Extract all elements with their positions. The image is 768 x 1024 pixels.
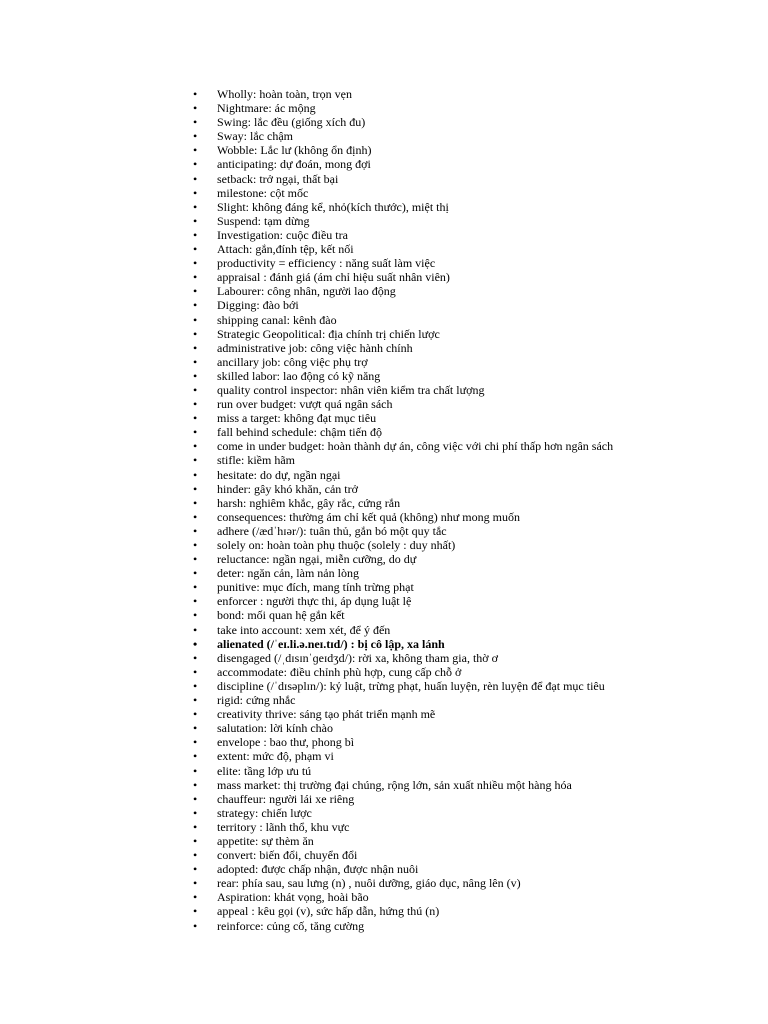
list-item: • chauffeur: người lái xe riêng bbox=[217, 792, 757, 806]
list-item: • solely on: hoàn toàn phụ thuộc (solely : duy nhất) bbox=[217, 538, 757, 552]
list-item: • mass market: thị trường đại chúng, rộng lớn, sản xuất nhiều một hàng hóa bbox=[217, 778, 757, 792]
list-item: • deter: ngăn cản, làm nản lòng bbox=[217, 566, 757, 580]
list-item: • Aspiration: khát vọng, hoài bão bbox=[217, 890, 757, 904]
list-item: • rigid: cứng nhắc bbox=[217, 693, 757, 707]
list-item: • territory : lãnh thổ, khu vực bbox=[217, 820, 757, 834]
list-item: • Wholly: hoàn toàn, trọn vẹn bbox=[217, 87, 757, 101]
list-item: • reluctance: ngần ngại, miễn cưỡng, do dự bbox=[217, 552, 757, 566]
list-item: • take into account: xem xét, để ý đến bbox=[217, 623, 757, 637]
list-item: • run over budget: vượt quá ngân sách bbox=[217, 397, 757, 411]
list-item: • strategy: chiến lược bbox=[217, 806, 757, 820]
list-item: • Investigation: cuộc điều tra bbox=[217, 228, 757, 242]
list-item: • quality control inspector: nhân viên kiểm tra chất lượng bbox=[217, 383, 757, 397]
list-item: • appraisal : đánh giá (ám chỉ hiệu suất nhân viên) bbox=[217, 270, 757, 284]
list-item: • fall behind schedule: chậm tiến độ bbox=[217, 425, 757, 439]
list-item: • come in under budget: hoàn thành dự án, công việc với chi phí thấp hơn ngân sách bbox=[217, 439, 757, 453]
list-item: • Suspend: tạm dừng bbox=[217, 214, 757, 228]
list-item: • Labourer: công nhân, người lao động bbox=[217, 284, 757, 298]
list-item: • shipping canal: kênh đào bbox=[217, 313, 757, 327]
list-item: • setback: trở ngại, thất bại bbox=[217, 172, 757, 186]
list-item: • appetite: sự thèm ăn bbox=[217, 834, 757, 848]
list-item: • punitive: mục đích, mang tính trừng phạt bbox=[217, 580, 757, 594]
list-item: • hesitate: do dự, ngần ngại bbox=[217, 468, 757, 482]
list-item: • Swing: lắc đều (giống xích đu) bbox=[217, 115, 757, 129]
list-item: • appeal : kêu gọi (v), sức hấp dẫn, hứng thú (n) bbox=[217, 904, 757, 918]
list-item: • accommodate: điều chỉnh phù hợp, cung cấp chỗ ở bbox=[217, 665, 757, 679]
list-item: • Wobble: Lắc lư (không ổn định) bbox=[217, 143, 757, 157]
list-item: • productivity = efficiency : năng suất làm việc bbox=[217, 256, 757, 270]
list-item: • milestone: cột mốc bbox=[217, 186, 757, 200]
list-item: • extent: mức độ, phạm vi bbox=[217, 749, 757, 763]
list-item: • Strategic Geopolitical: địa chính trị chiến lược bbox=[217, 327, 757, 341]
list-item: • discipline (/ˈdɪsəplɪn/): kỷ luật, trừng phạt, huấn luyện, rèn luyện để đạt mục tiêu bbox=[217, 679, 757, 693]
list-item: • alienated (/ˈeɪ.li.ə.neɪ.tɪd/) : bị cô lập, xa lánh bbox=[217, 637, 757, 651]
list-item: • ancillary job: công việc phụ trợ bbox=[217, 355, 757, 369]
list-item: • reinforce: củng cố, tăng cường bbox=[217, 919, 757, 933]
list-item: • stifle: kiềm hãm bbox=[217, 453, 757, 467]
list-item: • anticipating: dự đoán, mong đợi bbox=[217, 157, 757, 171]
list-item: • enforcer : người thực thi, áp dụng luật lệ bbox=[217, 594, 757, 608]
list-item: • bond: mối quan hệ gắn kết bbox=[217, 608, 757, 622]
list-item: • creativity thrive: sáng tạo phát triển mạnh mẽ bbox=[217, 707, 757, 721]
list-item: • consequences: thường ám chỉ kết quả (không) như mong muốn bbox=[217, 510, 757, 524]
list-item: • Attach: gắn,đính tệp, kết nối bbox=[217, 242, 757, 256]
list-item: • Sway: lắc chậm bbox=[217, 129, 757, 143]
list-item: • hinder: gây khó khăn, cản trở bbox=[217, 482, 757, 496]
list-item: • disengaged (/ˌdɪsɪnˈɡeɪdʒd/): rời xa, không tham gia, thờ ơ bbox=[217, 651, 757, 665]
list-item: • rear: phía sau, sau lưng (n) , nuôi dưỡng, giáo dục, nâng lên (v) bbox=[217, 876, 757, 890]
list-item: • salutation: lời kính chào bbox=[217, 721, 757, 735]
vocabulary-list bbox=[217, 87, 757, 933]
list-item: • adhere (/ædˈhɪər/): tuân thủ, gắn bó một quy tắc bbox=[217, 524, 757, 538]
list-item: • Nightmare: ác mộng bbox=[217, 101, 757, 115]
list-item: • elite: tầng lớp ưu tú bbox=[217, 764, 757, 778]
list-item: • administrative job: công việc hành chính bbox=[217, 341, 757, 355]
list-item: • envelope : bao thư, phong bì bbox=[217, 735, 757, 749]
list-item: • miss a target: không đạt mục tiêu bbox=[217, 411, 757, 425]
list-item: • harsh: nghiêm khắc, gây rắc, cứng rắn bbox=[217, 496, 757, 510]
list-item: • Digging: đào bới bbox=[217, 298, 757, 312]
list-item: • adopted: được chấp nhận, được nhận nuôi bbox=[217, 862, 757, 876]
list-item: • Slight: không đáng kể, nhỏ(kích thước), miệt thị bbox=[217, 200, 757, 214]
list-item: • skilled labor: lao động có kỹ năng bbox=[217, 369, 757, 383]
list-item: • convert: biến đổi, chuyển đổi bbox=[217, 848, 757, 862]
